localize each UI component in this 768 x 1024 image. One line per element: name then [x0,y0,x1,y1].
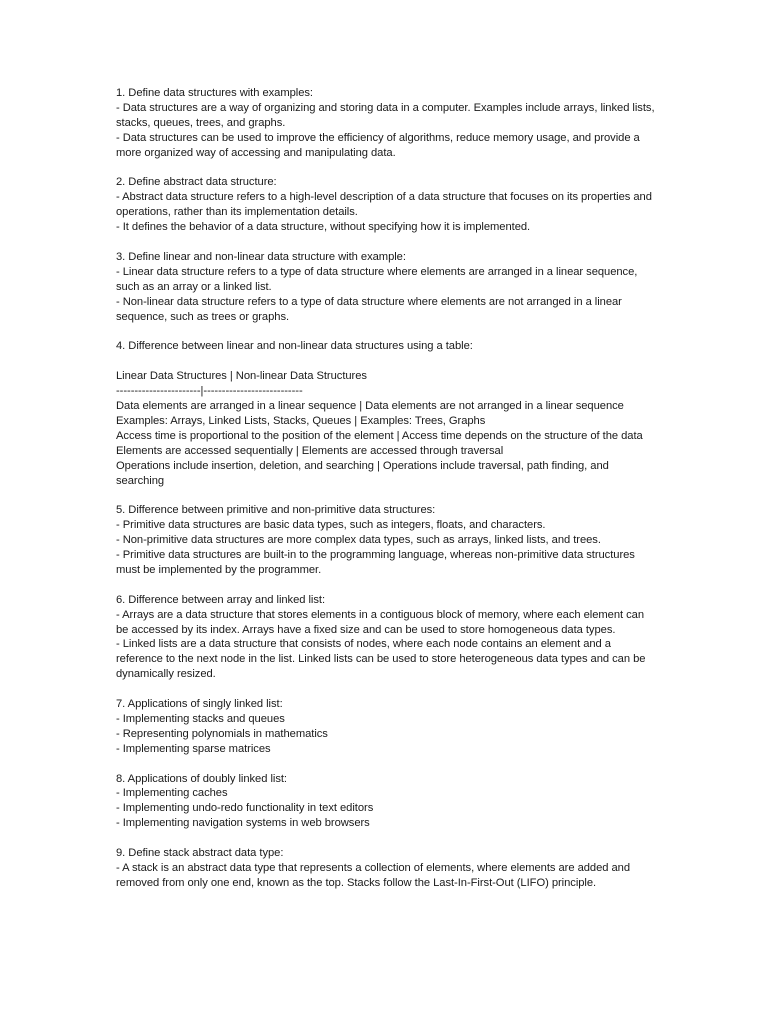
bullet-line: - Data structures are a way of organizing and storing data in a computer. Examples include arrays, linked lists, stacks, queues, trees, and graphs. [116,101,655,129]
table-row-line: Examples: Arrays, Linked Lists, Stacks, Queues | Examples: Trees, Graphs [116,414,486,427]
section-heading: 1. Define data structures with examples: [116,87,313,99]
bullet-line: - Implementing sparse matrices [116,742,271,755]
bullet-line: - Implementing navigation systems in web browsers [116,817,370,830]
section-heading: 4. Difference between linear and non-linear data structures using a table: [116,340,473,353]
bullet-line: - Linear data structure refers to a type of data structure where elements are arranged in a linear sequence, such as an array or a linked list. [116,265,638,293]
bullet-line: - Abstract data structure refers to a high-level description of a data structure that focuses on its properties and operations, rather than its implementation details. [116,191,652,219]
table-separator-line: -----------------------|--------------------------- [116,385,303,398]
section-2 [116,175,656,235]
section-heading: 8. Applications of doubly linked list: [116,772,287,785]
bullet-line: - A stack is an abstract data type that represents a collection of elements, where elements are added and removed from only one end, known as the top. Stacks follow the Last-In-First-Out (LIFO) principle. [116,861,631,889]
section-heading: 3. Define linear and non-linear data structure with example: [116,250,406,263]
section-heading: 2. Define abstract data structure: [116,176,277,189]
bullet-line: - Primitive data structures are basic data types, such as integers, floats, and characters. [116,519,546,532]
bullet-line: - Implementing stacks and queues [116,712,285,725]
section-3 [116,250,656,325]
section-heading: 5. Difference between primitive and non-primitive data structures: [116,504,436,517]
bullet-line: - Representing polynomials in mathematics [116,727,328,740]
section-1 [116,86,656,161]
section-heading: 9. Define stack abstract data type: [116,847,284,860]
bullet-line: - Non-primitive data structures are more complex data types, such as arrays, linked lists, and trees. [116,534,601,547]
section-6 [116,593,656,682]
table-row-line: Access time is proportional to the position of the element | Access time depends on the structure of the data [116,429,643,442]
bullet-line: - Arrays are a data structure that stores elements in a contiguous block of memory, where each element can be accessed by its index. Arrays have a fixed size and can be used to store homogeneous data types. [116,608,645,636]
section-7 [116,697,656,757]
bullet-line: - Non-linear data structure refers to a type of data structure where elements are not arranged in a linear sequence, such as trees or graphs. [116,295,622,323]
section-heading: 6. Difference between array and linked list: [116,593,326,606]
bullet-line: - Linked lists are a data structure that consists of nodes, where each node contains an element and a reference to the next node in the list. Linked lists can be used to store heterogeneous data types and can be dynamically resized. [116,638,646,681]
table-row-line: Operations include insertion, deletion, and searching | Operations include traversal, path finding, and searching [116,459,609,487]
bullet-line: - It defines the behavior of a data structure, without specifying how it is implemented. [116,221,531,234]
section-heading: 7. Applications of singly linked list: [116,698,283,711]
table-header-line: Linear Data Structures | Non-linear Data Structures [116,370,367,383]
document-page [116,86,656,906]
section-4 [116,339,656,354]
section-9 [116,846,656,891]
comparison-table-text [116,369,656,488]
bullet-line: - Primitive data structures are built-in to the programming language, whereas non-primitive data structures must be implemented by the programmer. [116,549,635,576]
bullet-line: - Data structures can be used to improve the efficiency of algorithms, reduce memory usage, and provide a more organized way of accessing and manipulating data. [116,131,640,159]
table-row-line: Data elements are arranged in a linear sequence | Data elements are not arranged in a linear sequence [116,399,624,412]
section-8 [116,772,656,832]
section-5 [116,503,656,578]
bullet-line: - Implementing undo-redo functionality in text editors [116,802,374,815]
bullet-line: - Implementing caches [116,787,228,800]
table-row-line: Elements are accessed sequentially | Elements are accessed through traversal [116,444,504,457]
